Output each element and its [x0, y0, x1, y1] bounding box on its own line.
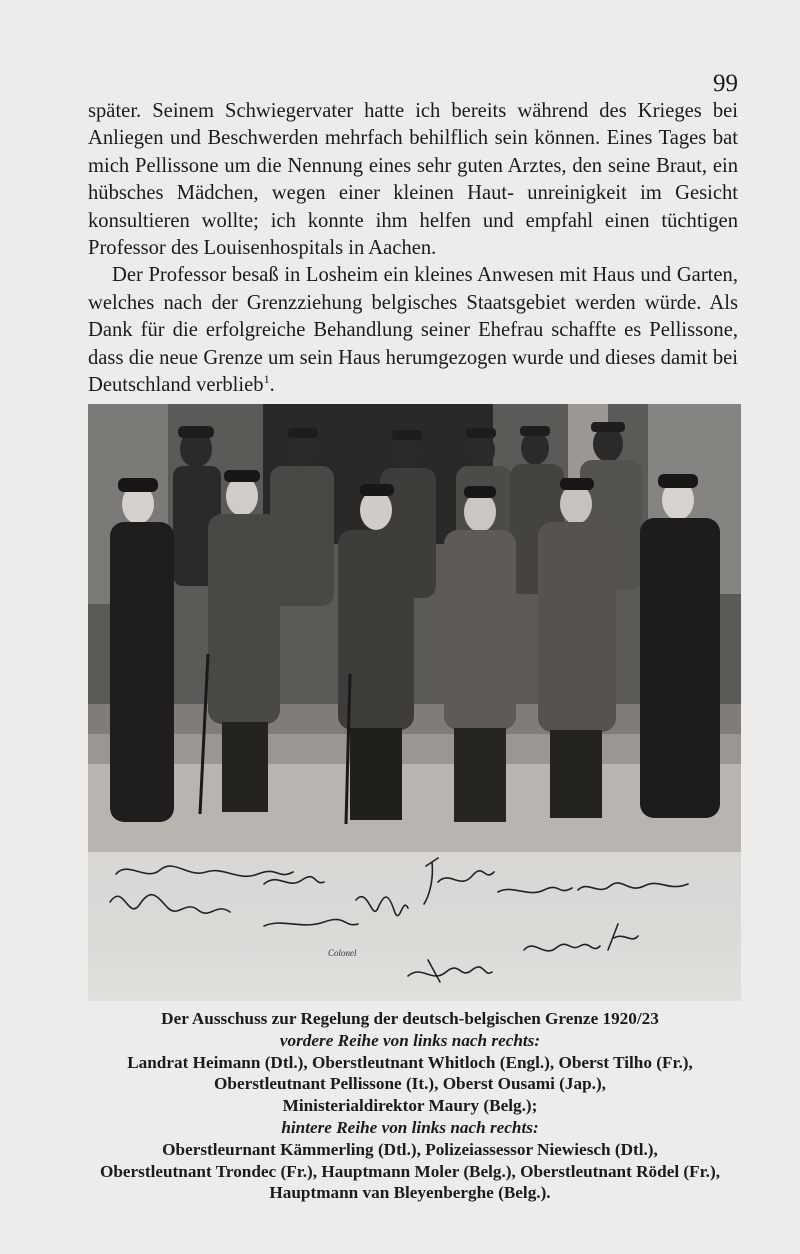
- group-photo-icon: [88, 404, 741, 852]
- figure: [88, 404, 741, 1001]
- svg-text:Colonel: Colonel: [328, 948, 357, 958]
- paragraph-2: [88, 262, 738, 399]
- text-line: würde. Als Dank für die erfolgreiche Behandlung seiner Ehefrau schaffte: [88, 291, 738, 342]
- text-line: Garten, welches nach der Grenzziehung belgisches Staatsgebiet werden: [88, 264, 738, 314]
- text-line: empfahl einen tüchtigen Professor des Louisenhospitals in Aachen.: [88, 209, 738, 260]
- caption-line: Oberstleutnant Pellissone (It.), Oberst Ousami (Jap.),: [214, 1074, 606, 1094]
- text-line: und dieses damit bei Deutschland verblieb: [88, 346, 738, 397]
- paragraph-1: [88, 98, 738, 262]
- text-line: unreinigkeit im Gesicht konsultieren wollte; ich konnte ihm helfen und: [88, 182, 738, 232]
- caption-line: Ministerialdirektor Maury (Belg.);: [282, 1096, 538, 1116]
- figure-caption: [60, 1008, 760, 1204]
- footnote-marker: 1: [263, 372, 270, 387]
- caption-title: Der Ausschuss zur Regelung der deutsch-belgischen Grenze 1920/23: [161, 1009, 659, 1028]
- handwritten-signatures-icon: [88, 852, 741, 1001]
- text-line: Der Professor besaß in Losheim ein kleines Anwesen mit Haus und: [112, 264, 677, 287]
- text-line: Tages bat mich Pellissone um die Nennung eines sehr guten Arztes, den: [88, 127, 738, 177]
- text-line: bei Anliegen und Beschwerden mehrfach behilflich sein können. Eines: [88, 100, 738, 150]
- caption-line: Oberstleutnant Trondec (Fr.), Hauptmann Moler (Belg.), Oberstleutnant Rödel (Fr.),: [100, 1161, 720, 1181]
- caption-back-heading: hintere Reihe von links nach rechts:: [281, 1117, 539, 1137]
- text-line: es Pellissone, dass die neue Grenze um sein Haus herumgezogen wurde: [88, 319, 738, 369]
- sentence-end: .: [269, 374, 275, 397]
- caption-line: Hauptmann van Bleyenberghe (Belg.).: [269, 1183, 551, 1203]
- text-line: seine Braut, ein hübsches Mädchen, wegen einer kleinen Haut-: [88, 154, 738, 205]
- text-line: später. Seinem Schwiegervater hatte ich bereits während des Krieges: [88, 100, 713, 122]
- caption-line: Landrat Heimann (Dtl.), Oberstleutnant Whitloch (Engl.), Oberst Tilho (Fr.),: [127, 1052, 693, 1072]
- page-number: 99: [713, 70, 738, 97]
- caption-front-heading: vordere Reihe von links nach rechts:: [279, 1030, 541, 1050]
- caption-line: Oberstleurnant Kämmerling (Dtl.), Polizeiassessor Niewiesch (Dtl.),: [162, 1139, 658, 1159]
- body-text: [88, 98, 738, 399]
